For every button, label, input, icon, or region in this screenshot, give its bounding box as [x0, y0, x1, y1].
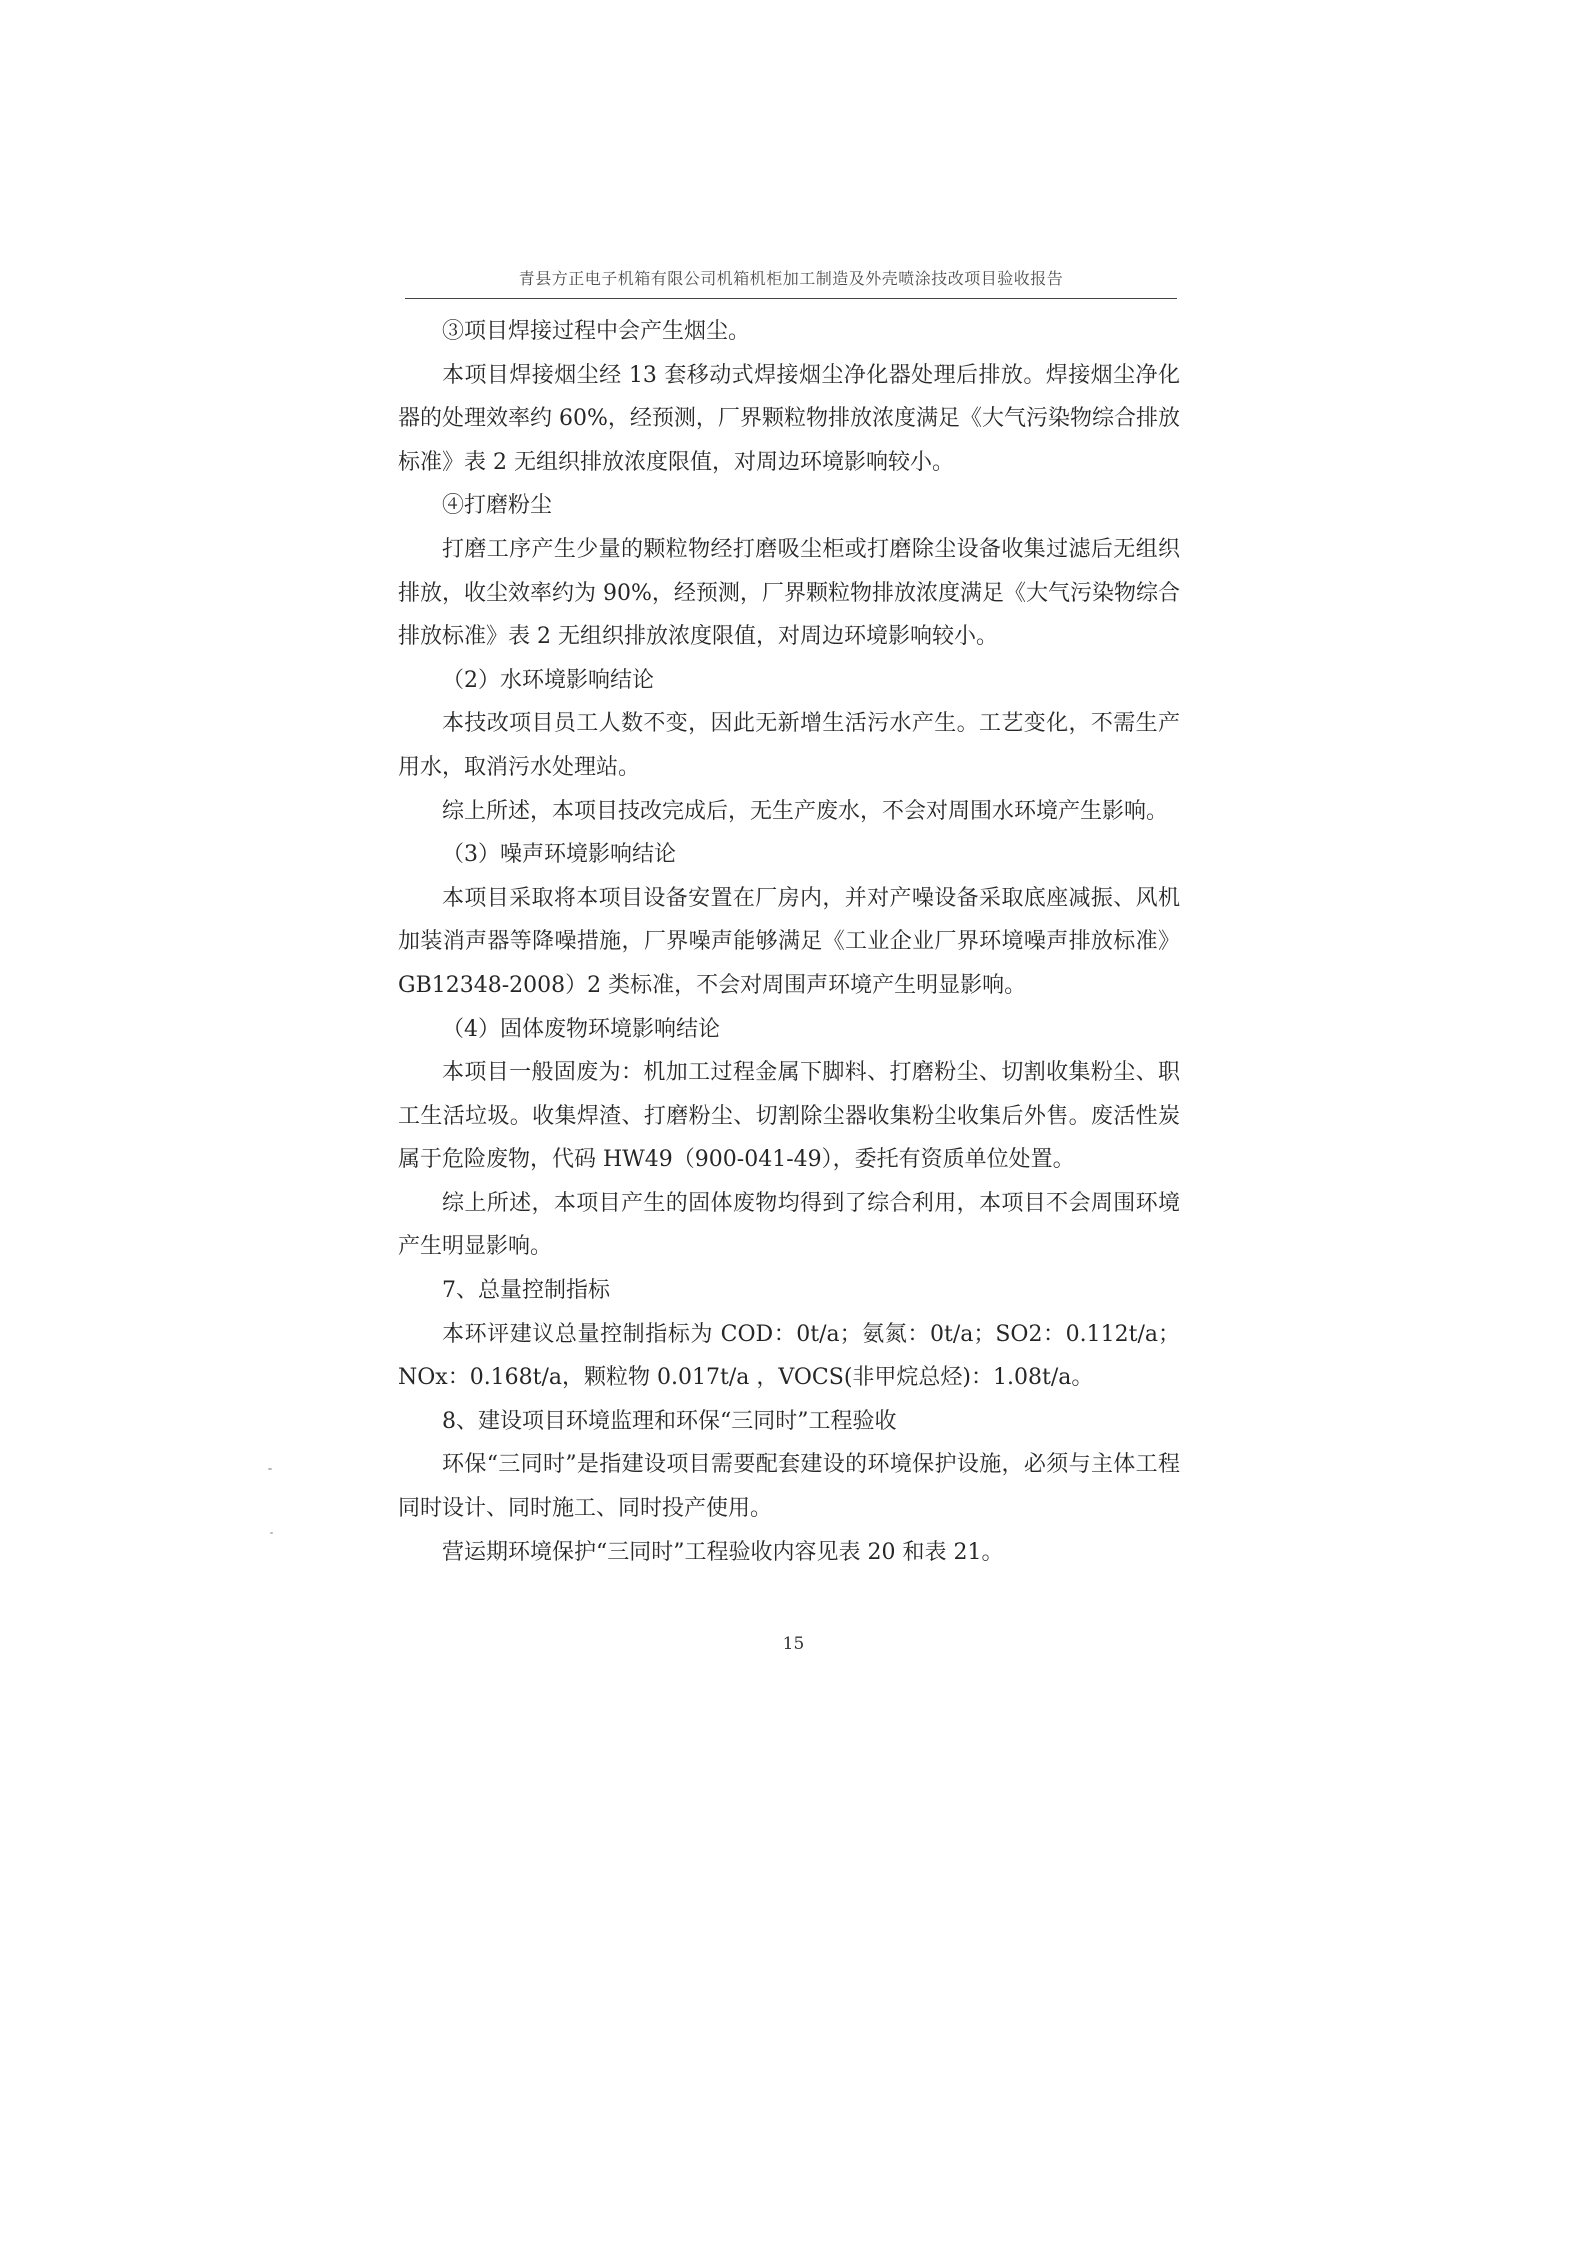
document-body — [398, 310, 1180, 1574]
paragraph-welding-fume: 本项目焊接烟尘经 13 套移动式焊接烟尘净化器处理后排放。焊接烟尘净化器的处理效率约 60%，经预测，厂界颗粒物排放浓度满足《大气污染物综合排放标准》表 2 无组织排放浓度限值，对周边环境影响较小。 — [398, 362, 1180, 475]
section-heading-solid-waste: （4）固体废物环境影响结论 — [442, 1016, 720, 1042]
paragraph-water: 本技改项目员工人数不变，因此无新增生活污水产生。工艺变化，不需生产用水，取消污水处理站。 — [398, 711, 1180, 780]
paragraph-grinding-dust: 打磨工序产生少量的颗粒物经打磨吸尘柜或打磨除尘设备收集过滤后无组织排放，收尘效率约为 90%，经预测，厂界颗粒物排放浓度满足《大气污染物综合排放标准》表 2 无组织排放浓度限值，对周边环境影响较小。 — [398, 536, 1180, 650]
scan-speck — [268, 1468, 272, 1470]
paragraph-solid-waste: 本项目一般固废为：机加工过程金属下脚料、打磨粉尘、切割收集粉尘、职工生活垃圾。收集焊渣、打磨粉尘、切割除尘器收集粉尘收集后外售。废活性炭属于危险废物，代码 HW49（900-041-49），委托有资质单位处置。 — [398, 1060, 1180, 1173]
scan-speck — [270, 1532, 273, 1534]
page-number: 15 — [782, 1634, 805, 1654]
paragraph-acceptance-tables: 营运期环境保护“三同时”工程验收内容见表 20 和表 21。 — [442, 1539, 1004, 1565]
paragraph-solid-waste-summary: 综上所述，本项目产生的固体废物均得到了综合利用，本项目不会周围环境产生明显影响。 — [398, 1190, 1180, 1260]
page-header — [405, 268, 1177, 299]
paragraph-three-simultaneous: 环保“三同时”是指建设项目需要配套建设的环境保护设施，必须与主体工程同时设计、同时施工、同时投产使用。 — [398, 1452, 1180, 1522]
paragraph-noise: 本项目采取将本项目设备安置在厂房内，并对产噪设备采取底座减振、风机加装消声器等降噪措施，厂界噪声能够满足《工业企业厂界环境噪声排放标准》GB12348-2008）2 类标准，不会对周围声环境产生明显影响。 — [398, 885, 1180, 998]
section-heading-welding-fume: ③项目焊接过程中会产生烟尘。 — [442, 319, 751, 344]
section-heading-total-control: 7、总量控制指标 — [442, 1278, 610, 1304]
section-heading-water: （2）水环境影响结论 — [442, 667, 654, 693]
paragraph-water-summary: 综上所述，本项目技改完成后，无生产废水，不会对周围水环境产生影响。 — [442, 798, 1169, 824]
section-heading-grinding-dust: ④打磨粉尘 — [442, 493, 553, 519]
section-heading-three-simultaneous: 8、建设项目环境监理和环保“三同时”工程验收 — [442, 1408, 897, 1434]
paragraph-total-control: 本环评建议总量控制指标为 COD：0t/a；氨氮：0t/a；SO2：0.112t/a；NOx：0.168t/a，颗粒物 0.017t/a ，VOCS(非甲烷总烃)：1.08t/a。 — [398, 1321, 1180, 1391]
header-title: 青县方正电子机箱有限公司机箱机柜加工制造及外壳喷涂技改项目验收报告 — [518, 269, 1064, 288]
section-heading-noise: （3）噪声环境影响结论 — [442, 842, 676, 868]
